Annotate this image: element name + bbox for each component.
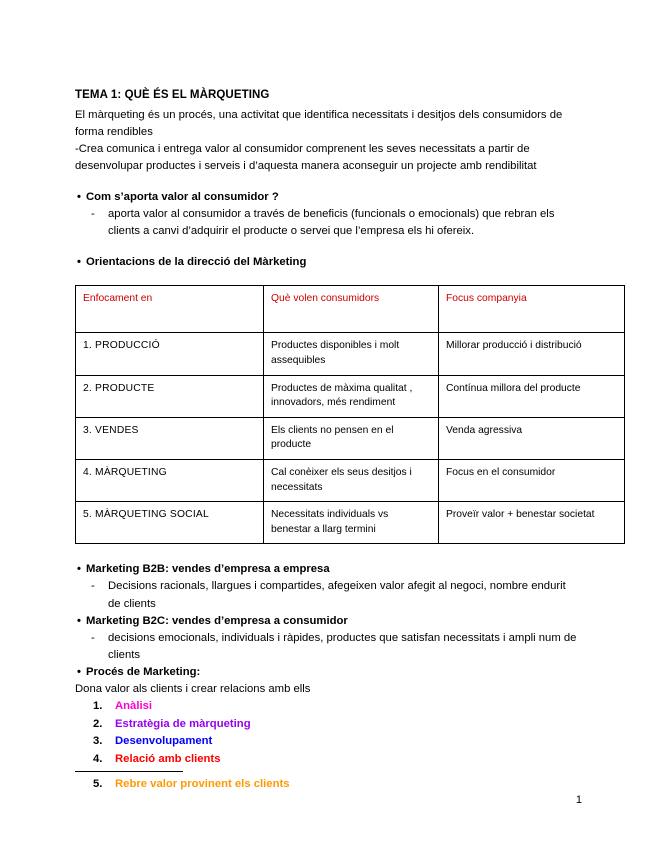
page-number: 1 (575, 794, 582, 806)
list-item-number: 4. (93, 752, 103, 765)
heading-process-label: Procés de Marketing: (86, 665, 201, 678)
table-cell-enfocament: 4. MÀRQUETING (76, 459, 264, 501)
process-steps-list (75, 698, 581, 768)
list-item (75, 698, 581, 716)
list-item-label: Rebre valor provinent els clients (115, 778, 290, 791)
dash-marker: - (91, 631, 95, 644)
b2c-dash-item (75, 630, 581, 664)
horizontal-divider (75, 771, 183, 772)
process-steps-list-continued (75, 776, 581, 794)
table-col-header-volen: Què volen consumidors (264, 286, 439, 333)
table-cell-focus: Contínua millora del producte (439, 375, 625, 417)
table-row (76, 333, 625, 375)
intro-paragraph-2: -Crea comunica i entrega valor al consumidor comprenent les seves necessitats a partir de desenvolupar productes i serveis i d’aquesta manera aconseguir un projecte amb rendibilitat (75, 142, 537, 172)
table-cell-focus: Focus en el consumidor (439, 459, 625, 501)
table-cell-volen: Els clients no pensen en el producte (264, 417, 439, 459)
list-item-label: Anàlisi (115, 700, 153, 713)
table-cell-focus: Millorar producció i distribució (439, 333, 625, 375)
bullet-dot-icon: • (77, 256, 81, 269)
b2b-dash-item (75, 578, 581, 612)
bullet-dot-icon: • (77, 665, 81, 678)
list-item-number: 1. (93, 700, 103, 713)
table-cell-focus: Venda agressiva (439, 417, 625, 459)
table-row (76, 375, 625, 417)
list-item (75, 733, 581, 751)
list-item-number: 5. (93, 778, 103, 791)
orientations-table (75, 285, 625, 544)
dash-marker: - (91, 208, 95, 221)
list-item (75, 751, 581, 769)
table-row (76, 502, 625, 544)
heading-value-to-consumer-label: Com s’aporta valor al consumidor ? (86, 191, 279, 204)
table-cell-focus: Proveïr valor + benestar societat (439, 502, 625, 544)
intro-paragraph-1: El màrqueting és un procés, una activitat que identifica necessitats i desitjos dels consumidors de forma rendibles (75, 108, 563, 138)
list-item-number: 2. (93, 717, 103, 730)
list-item (75, 716, 581, 734)
heading-b2c (75, 613, 581, 630)
list-item (75, 776, 581, 794)
list-item-label: Desenvolupament (115, 735, 213, 748)
heading-b2b (75, 561, 581, 578)
table-cell-volen: Productes de màxima qualitat , innovadors, més rendiment (264, 375, 439, 417)
heading-orientations-label: Orientacions de la direcció del Màrketing (86, 256, 307, 269)
table-cell-volen: Necessitats individuals vs benestar a llarg termini (264, 502, 439, 544)
table-cell-enfocament: 5. MÀRQUETING SOCIAL (76, 502, 264, 544)
table-col-header-enfocament: Enfocament en (76, 286, 264, 333)
table-row (76, 417, 625, 459)
heading-value-to-consumer (75, 189, 581, 206)
b2c-dash-item-text: decisions emocionals, individuals i ràpides, productes que satisfan necessitats i ampli num de clients (108, 631, 577, 661)
value-dash-item-text: aporta valor al consumidor a través de beneficis (funcionals o emocionals) que rebran els clients a canvi d’adquirir el producte o servei que l’empresa els hi ofereix. (108, 208, 555, 238)
list-item-label: Estratègia de màrqueting (115, 717, 251, 730)
page-title: TEMA 1: QUÈ ÉS EL MÀRQUETING (75, 89, 270, 101)
list-item-label: Relació amb clients (115, 752, 221, 765)
bullet-dot-icon: • (77, 563, 81, 576)
table-cell-volen: Cal conèixer els seus desitjos i necessitats (264, 459, 439, 501)
table-header-row (76, 286, 625, 333)
heading-process (75, 664, 581, 681)
dash-marker: - (91, 580, 95, 593)
b2b-dash-item-text: Decisions racionals, llargues i compartides, afegeixen valor afegit al negoci, nombre endurit de clients (108, 580, 566, 610)
heading-b2c-label: Marketing B2C: vendes d’empresa a consumidor (86, 614, 348, 627)
list-item-number: 3. (93, 735, 103, 748)
table-cell-enfocament: 1. PRODUCCIÓ (76, 333, 264, 375)
process-subtitle: Dona valor als clients i crear relacions amb ells (75, 682, 311, 695)
bullet-dot-icon: • (77, 191, 81, 204)
table-row (76, 459, 625, 501)
heading-b2b-label: Marketing B2B: vendes d’empresa a empresa (86, 563, 330, 576)
value-dash-item (75, 206, 581, 240)
heading-orientations (75, 254, 581, 271)
table-cell-volen: Productes disponibles i molt assequibles (264, 333, 439, 375)
table-cell-enfocament: 2. PRODUCTE (76, 375, 264, 417)
bullet-dot-icon: • (77, 614, 81, 627)
table-col-header-focus: Focus companyia (439, 286, 625, 333)
table-cell-enfocament: 3. VENDES (76, 417, 264, 459)
document-content (75, 88, 595, 794)
